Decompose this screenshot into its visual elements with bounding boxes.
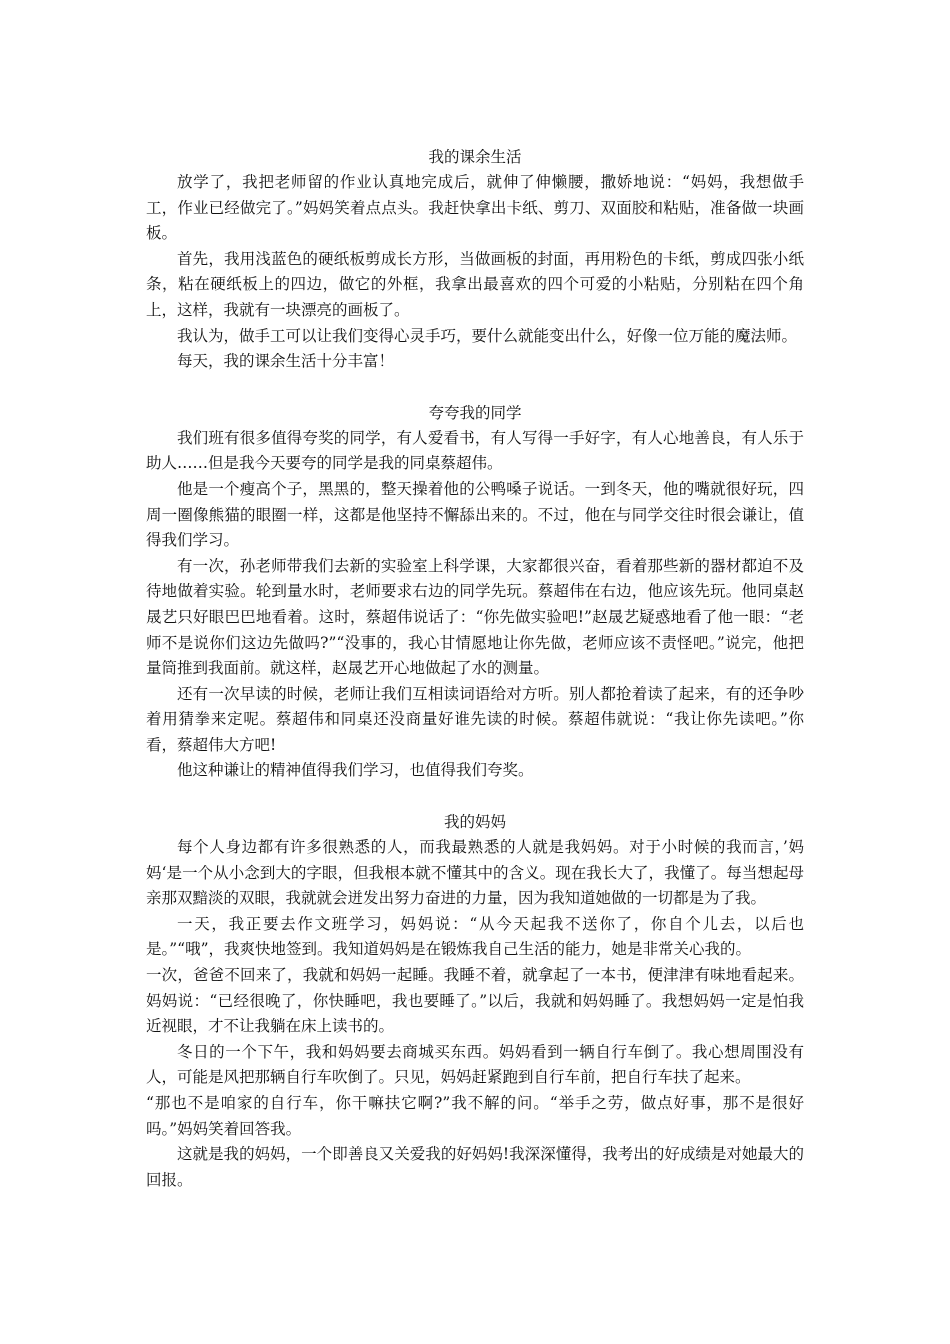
essay-title: 我的课余生活 xyxy=(428,148,522,166)
paragraph: “那也不是咱家的自行车，你干嘛扶它啊?”我不解的问。“举手之劳，做点好事，那不是很好吗。”妈妈笑着回答我。 xyxy=(146,1094,804,1138)
paragraph: 我认为，做手工可以让我们变得心灵手巧，要什么就能变出什么，好像一位万能的魔法师。 xyxy=(177,326,798,345)
paragraph: 我们班有很多值得夸奖的同学，有人爱看书，有人写得一手好字，有人心地善良，有人乐于助人……但是我今天要夸的同学是我的同桌蔡超伟。 xyxy=(146,428,804,473)
paragraph: 首先，我用浅蓝色的硬纸板剪成长方形，当做画板的封面，再用粉色的卡纸，剪成四张小纸条，粘在硬纸板上的四边，做它的外框，我拿出最喜欢的四个可爱的小粘贴，分别粘在四个角上，这样，我就有一块漂亮的画板了。 xyxy=(146,249,804,319)
paragraph: 每个人身边都有许多很熟悉的人，而我最熟悉的人就是我妈妈。对于小时候的我而言，’妈妈‘是一个从小念到大的字眼，但我根本就不懂其中的含义。现在我长大了，我懂了。每当想起母亲那双黯淡的双眼，我就就会迸发出努力奋进的力量，因为我知道她做的一切都是为了我。 xyxy=(146,838,804,908)
paragraph: 冬日的一个下午，我和妈妈要去商城买东西。妈妈看到一辆自行车倒了。我心想周围没有人，可能是风把那辆自行车吹倒了。只见，妈妈赶紧跑到自行车前，把自行车扶了起来。 xyxy=(146,1042,804,1087)
essay-title: 夸夸我的同学 xyxy=(428,403,522,422)
paragraph: 每天，我的课余生活十分丰富！ xyxy=(177,352,395,371)
paragraph: 一天，我正要去作文班学习，妈妈说：“从今天起我不送你了，你自个儿去，以后也是。”“哦”，我爽快地签到。我知道妈妈是在锻炼我自己生活的能力，她是非常关心我的。 xyxy=(146,914,804,959)
paragraph: 放学了，我把老师留的作业认真地完成后，就伸了伸懒腰，撒娇地说：“妈妈，我想做手工，作业已经做完了。”妈妈笑着点点头。我赶快拿出卡纸、剪刀、双面胶和粘贴，准备做一块画板。 xyxy=(146,173,804,243)
paragraph: 他这种谦让的精神值得我们学习，也值得我们夸奖。 xyxy=(177,761,534,780)
paragraph: 一次，爸爸不回来了，我就和妈妈一起睡。我睡不着，就拿起了一本书，便津津有味地看起来。妈妈说：“已经很晚了，你快睡吧，我也要睡了。”以后，我就和妈妈睡了。我想妈妈一定是怕我近视眼，才不让我躺在床上读书的。 xyxy=(146,966,804,1036)
essay-my-mother xyxy=(146,809,804,1193)
essay-praise-classmate xyxy=(146,400,804,784)
paragraph: 这就是我的妈妈，一个即善良又关爱我的好妈妈!我深深懂得，我考出的好成绩是对她最大的回报。 xyxy=(146,1145,804,1189)
paragraph: 有一次，孙老师带我们去新的实验室上科学课，大家都很兴奋，看着那些新的器材都迫不及待地做着实验。轮到量水时，老师要求右边的同学先玩。蔡超伟在右边，他应该先玩。他同桌赵晟艺只好眼巴巴地看着。这时，蔡超伟说话了：“你先做实验吧!”赵晟艺疑惑地看了他一眼：“老师不是说你们这边先做吗?”“没事的，我心甘情愿地让你先做，老师应该不责怪吧。”说完，他把量筒推到我面前。就这样，赵晟艺开心地做起了水的测量。 xyxy=(146,556,804,678)
paragraph: 还有一次早读的时候，老师让我们互相读词语给对方听。别人都抢着读了起来，有的还争吵着用猜拳来定呢。蔡超伟和同桌还没商量好谁先读的时候。蔡超伟就说：“我让你先读吧。”你看，蔡超伟大方吧! xyxy=(146,684,804,754)
essay-after-school-life xyxy=(146,144,804,375)
essay-title: 我的妈妈 xyxy=(443,813,506,832)
paragraph: 他是一个瘦高个子，黑黑的，整天操着他的公鸭嗓子说话。一到冬天，他的嘴就很好玩，四周一圈像熊猫的眼圈一样，这都是他坚持不懈舔出来的。不过，他在与同学交往时很会谦让，值得我们学习。 xyxy=(146,479,804,550)
